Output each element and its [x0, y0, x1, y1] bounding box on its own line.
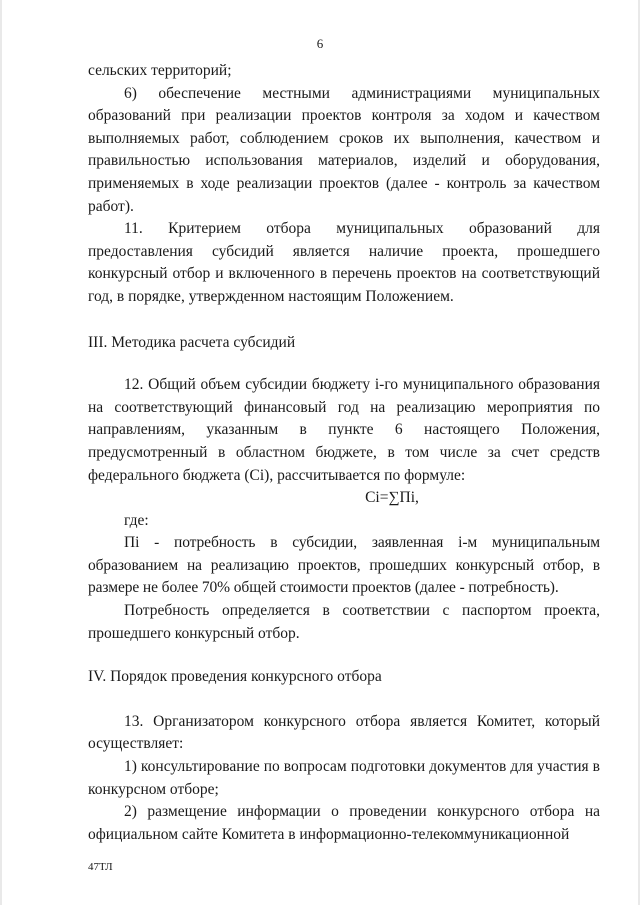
paragraph-12: 12. Общий объем субсидии бюджету i-го муниципального образования на соответствующий финансовый год на реализацию мероприятия по направлениям, указанным в пункте 6 настоящего Положения, предусмотренный в областном бюджете, в том числе за счет средств федерального бюджета (Ci), рассчитывается по формуле:: [88, 376, 600, 484]
need-paragraph: Потребность определяется в соответствии с паспортом проекта, прошедшего конкурсный отбор.: [88, 602, 600, 642]
paragraph-continuation: сельских территорий;: [88, 62, 232, 79]
footer-code: 47ТЛ: [88, 861, 113, 873]
formula: Ci=∑Пi,: [365, 489, 419, 507]
page-number: 6: [316, 36, 324, 51]
paragraph-11: 11. Критерием отбора муниципальных образований для предоставления субсидий является наличие проекта, прошедшего конкурсный отбор и включенного в перечень проектов на соответствующий год, в порядке, утвержденном настоящим Положением.: [88, 220, 600, 305]
document-body: [88, 60, 600, 846]
section-3-heading: III. Методика расчета субсидий: [88, 333, 296, 351]
scan-edge-left: [0, 0, 2, 905]
where-label: где:: [124, 511, 149, 529]
list-item-1: 1) консультирование по вопросам подготовки документов для участия в конкурсном отборе;: [88, 758, 600, 798]
list-item-2: 2) размещение информации о проведении конкурсного отбора на официальном сайте Комитета в информационно-телекоммуникационной: [88, 803, 600, 843]
section-4-heading: IV. Порядок проведения конкурсного отбора: [88, 668, 382, 686]
paragraph-13: 13. Организатором конкурсного отбора является Комитет, который осуществляет:: [88, 712, 600, 753]
paragraph-item-6: 6) обеспечение местными администрациями муниципальных образований при реализации проектов контроля за ходом и качеством выполняемых работ, соблюдением сроков их выполнения, качеством и правильностью использования материалов, изделий и оборудования, применяемых в ходе реализации проектов (далее - контроль за качеством работ).: [88, 84, 600, 215]
definition-paragraph: Пi - потребность в субсидии, заявленная i-м муниципальным образованием на реализацию проектов, прошедших конкурсный отбор, в размере не более 70% общей стоимости проектов (далее - потребность).: [88, 534, 600, 597]
